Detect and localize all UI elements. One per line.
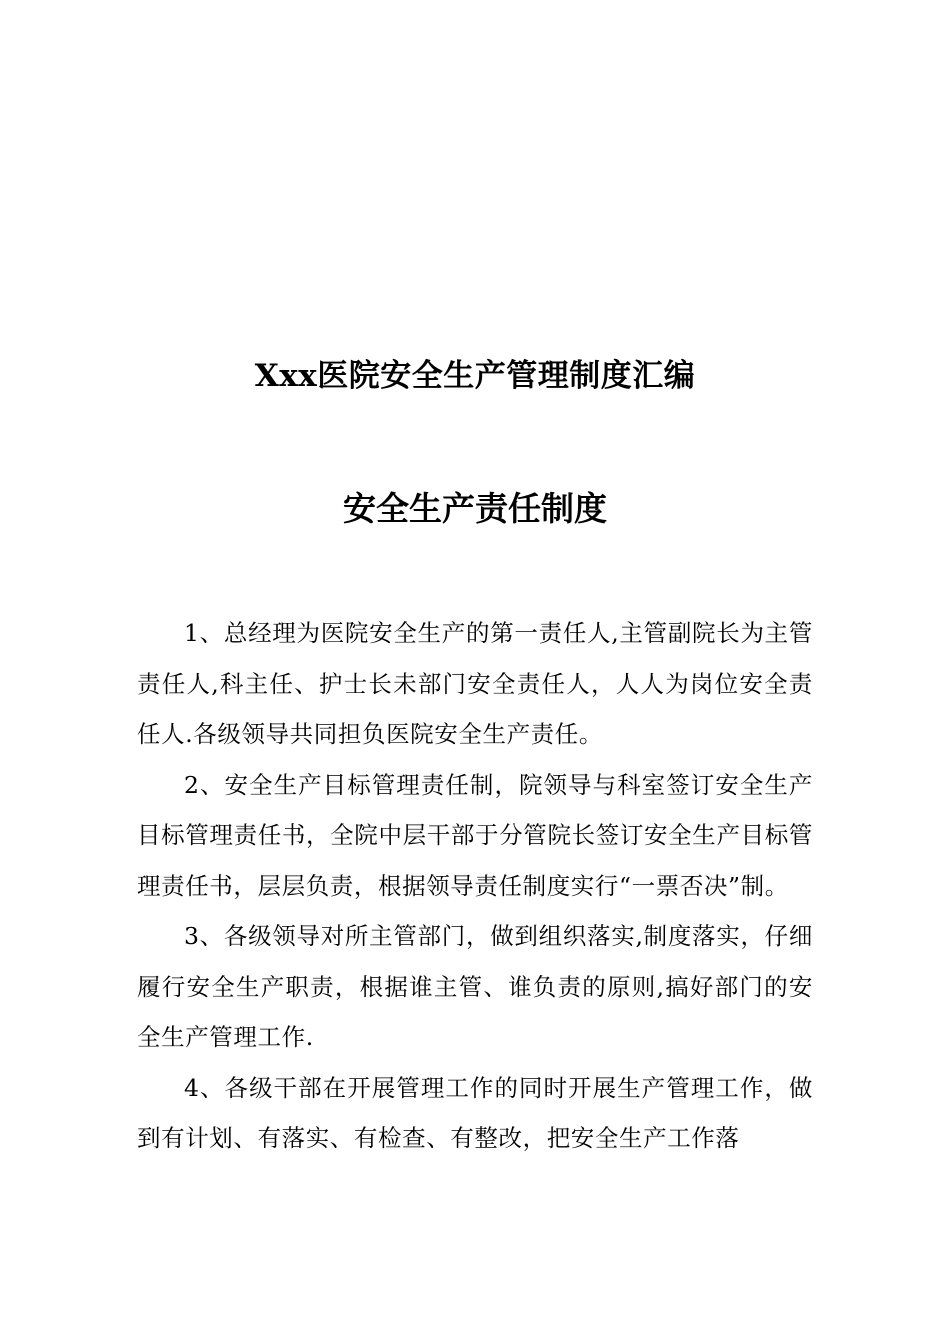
paragraph-2: 2、安全生产目标管理责任制，院领导与科室签订安全生产目标管理责任书，全院中层干部于分管院长签订安全生产目标管理责任书，层层负责，根据领导责任制度实行“一票否决”制。	[137, 770, 813, 900]
paragraph-3: 3、各级领导对所主管部门，做到组织落实,制度落实，仔细履行安全生产职责，根据谁主管、谁负责的原则,搞好部门的安全生产管理工作.	[137, 922, 813, 1051]
paragraph-4: 4、各级干部在开展管理工作的同时开展生产管理工作，做到有计划、有落实、有检查、有整改，把安全生产工作落	[137, 1073, 813, 1152]
paragraph-1: 1、总经理为医院安全生产的第一责任人,主管副院长为主管责任人,科主任、护士长未部门安全责任人，人人为岗位安全责任人.各级领导共同担负医院安全生产责任。	[137, 619, 813, 748]
document-title: Xxx医院安全生产管理制度汇编	[254, 358, 696, 394]
document-body	[137, 608, 813, 1164]
section-title: 安全生产责任制度	[343, 489, 607, 528]
